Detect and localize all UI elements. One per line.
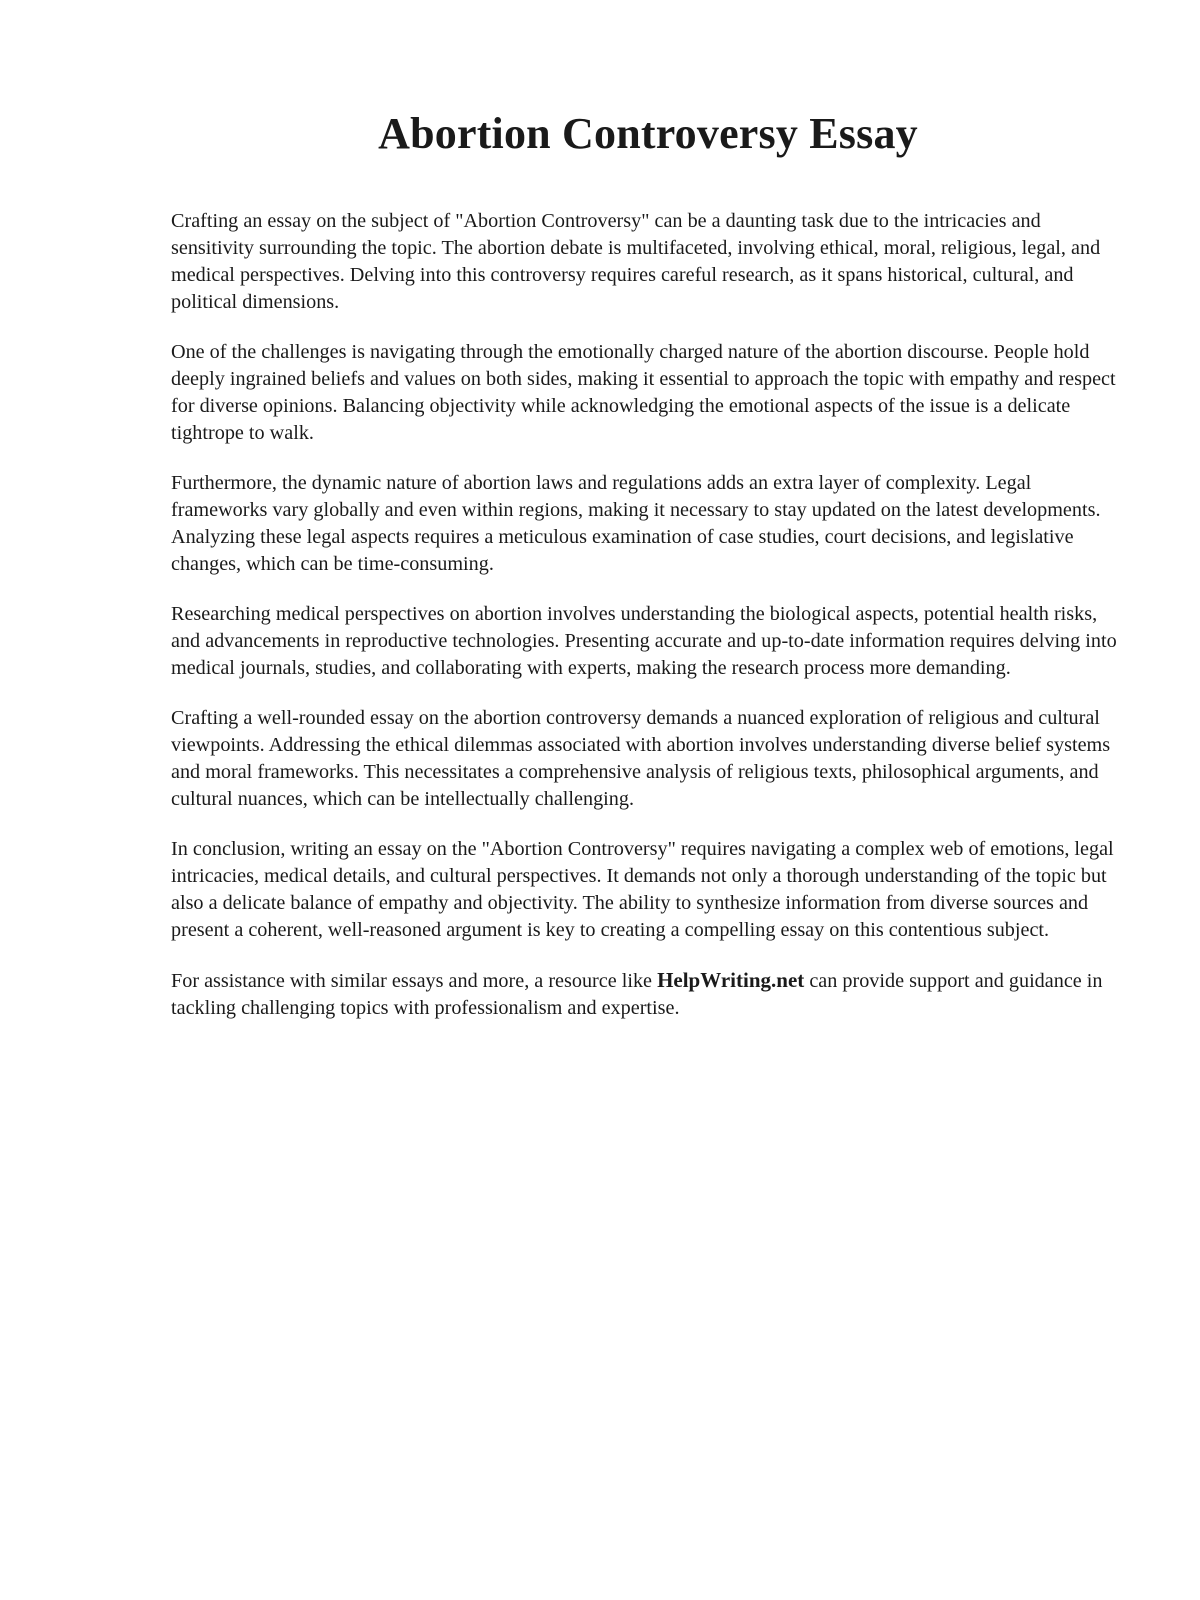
brand-link[interactable]: HelpWriting.net [657, 968, 805, 992]
closing-text-before: For assistance with similar essays and more, a resource like [171, 970, 658, 992]
essay-body [171, 208, 1121, 1045]
paragraph-4: Researching medical perspectives on abortion involves understanding the biological aspects, potential health risks, and advancements in reproductive technologies. Presenting accurate and up-to-date information requires delving into medical journals, studies, and collaborating with experts, making the research process more demanding. [171, 603, 1117, 679]
paragraph-6: In conclusion, writing an essay on the "Abortion Controversy" requires navigating a complex web of emotions, legal intricacies, medical details, and cultural perspectives. It demands not only a thorough understanding of the topic but also a delicate balance of empathy and objectivity. The ability to synthesize information from diverse sources and present a coherent, well-reasoned argument is key to creating a compelling essay on this contentious subject. [171, 838, 1114, 941]
paragraph-2: One of the challenges is navigating through the emotionally charged nature of the abortion discourse. People hold deeply ingrained beliefs and values on both sides, making it essential to approach the topic with empathy and respect for diverse opinions. Balancing objectivity while acknowledging the emotional aspects of the issue is a delicate tightrope to walk. [171, 341, 1116, 444]
paragraph-5: Crafting a well-rounded essay on the abortion controversy demands a nuanced exploration of religious and cultural viewpoints. Addressing the ethical dilemmas associated with abortion involves understanding diverse belief systems and moral frameworks. This necessitates a comprehensive analysis of religious texts, philosophical arguments, and cultural nuances, which can be intellectually challenging. [171, 707, 1111, 810]
paragraph-3: Furthermore, the dynamic nature of abortion laws and regulations adds an extra layer of complexity. Legal frameworks vary globally and even within regions, making it necessary to stay updated on the latest developments. Analyzing these legal aspects requires a meticulous examination of case studies, court decisions, and legislative changes, which can be time-consuming. [171, 472, 1101, 575]
page-title: Abortion Controversy Essay [378, 109, 918, 158]
closing-paragraph [171, 967, 1121, 1022]
paragraph-1: Crafting an essay on the subject of "Abortion Controversy" can be a daunting task due to the intricacies and sensitivity surrounding the topic. The abortion debate is multifaceted, involving ethical, moral, religious, legal, and medical perspectives. Delving into this controversy requires careful research, as it spans historical, cultural, and political dimensions. [171, 210, 1101, 313]
closing-text-after: can provide support and guidance in tackling challenging topics with professionalism and expertise. [171, 970, 1103, 1019]
